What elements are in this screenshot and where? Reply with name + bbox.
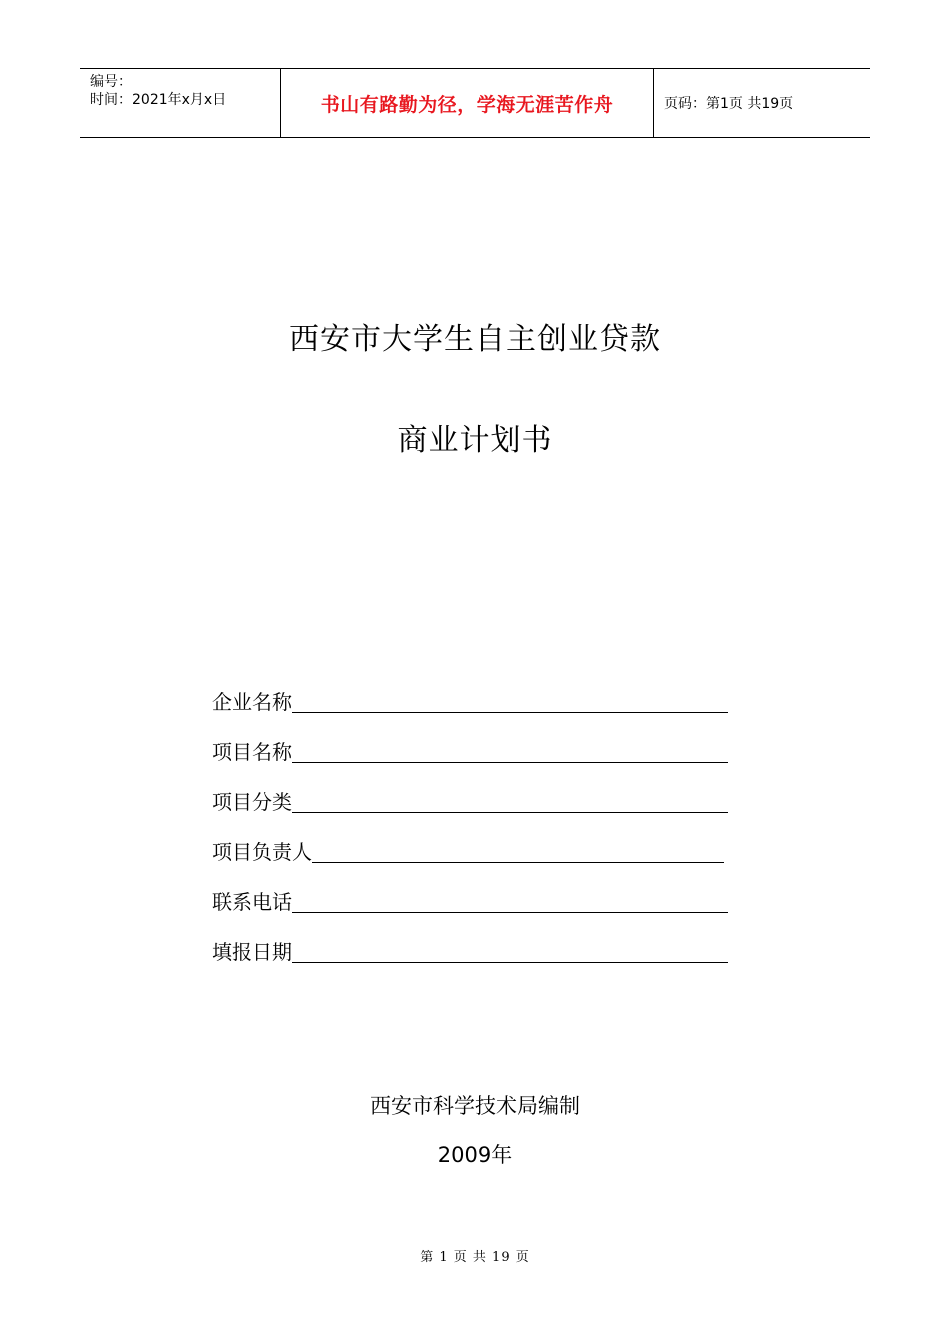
document-subtitle: 商业计划书: [397, 423, 553, 458]
issuer-year: 2009年: [437, 1143, 513, 1167]
form-row-project-category: [212, 766, 728, 816]
field-label: 联系电话: [212, 890, 292, 914]
header-meta: [80, 69, 281, 137]
fill-in-line[interactable]: [292, 812, 728, 813]
document-number-label: 编号：: [90, 74, 132, 90]
fill-in-line[interactable]: [292, 762, 728, 763]
form-row-fill-date: [212, 916, 728, 966]
header-motto: 书山有路勤为径，学海无涯苦作舟: [281, 69, 654, 137]
cover-form: [212, 666, 728, 966]
document-time: 时间：2021年x月x日: [90, 92, 227, 108]
page-header: [80, 68, 870, 138]
field-label: 企业名称: [212, 690, 292, 714]
field-label: 项目负责人: [212, 840, 312, 864]
form-row-phone: [212, 866, 728, 916]
document-title: 西安市大学生自主创业贷款: [289, 322, 661, 357]
field-label: 填报日期: [212, 940, 292, 964]
header-page-info: 页码：第1页 共19页: [664, 96, 794, 112]
form-row-project-lead: [212, 816, 728, 866]
field-label: 项目名称: [212, 740, 292, 764]
form-row-project-name: [212, 716, 728, 766]
fill-in-line[interactable]: [292, 912, 728, 913]
fill-in-line[interactable]: [292, 962, 728, 963]
field-label: 项目分类: [212, 790, 292, 814]
fill-in-line[interactable]: [312, 862, 724, 863]
fill-in-line[interactable]: [292, 712, 728, 713]
form-row-company-name: [212, 666, 728, 716]
issuer-org: 西安市科学技术局编制: [370, 1094, 580, 1118]
page-footer: 第 1 页 共 19 页: [420, 1250, 530, 1265]
